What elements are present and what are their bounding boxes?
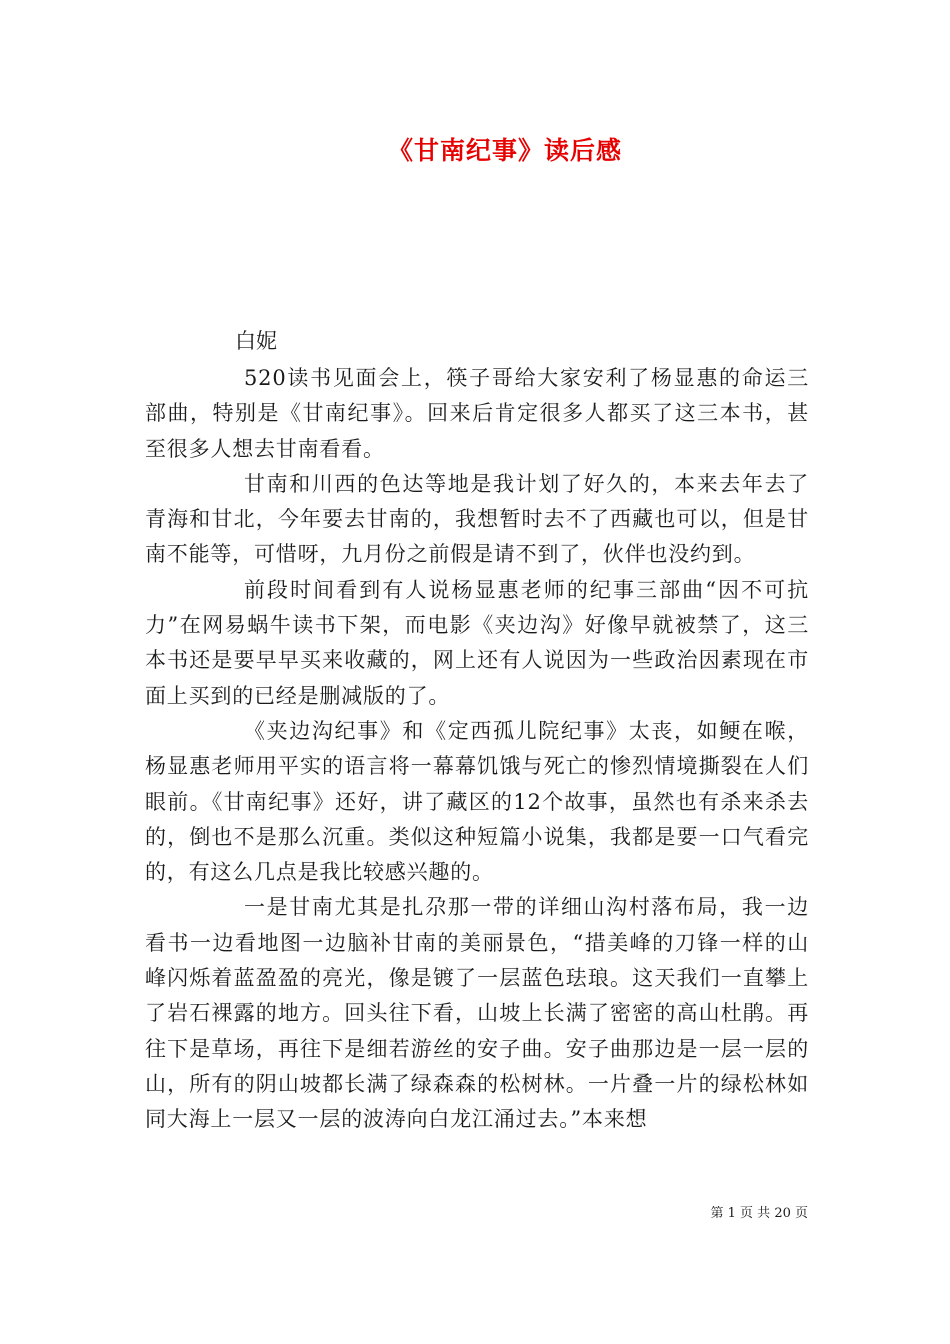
paragraph: 甘南和川西的色达等地是我计划了好久的，本来去年去了青海和甘北，今年要去甘南的，我想暂时去不了西藏也可以，但是甘南不能等，可惜呀，九月份之前假是请不到了，伙伴也没约到。 [145, 471, 809, 567]
paragraph: 《夹边沟纪事》和《定西孤儿院纪事》太丧，如鲠在喉，杨显惠老师用平实的语言将一幕幕饥饿与死亡的惨烈情境撕裂在人们眼前。《甘南纪事》还好，讲了藏区的12个故事，虽然也有杀来杀去的，倒也不是那么沉重。类似这种短篇小说集，我都是要一口气看完的，有这么几点是我比较感兴趣的。 [145, 718, 809, 885]
paragraph: 前段时间看到有人说杨显惠老师的纪事三部曲“因不可抗力”在网易蜗牛读书下架，而电影《夹边沟》好像早就被禁了，这三本书还是要早早买来收藏的，网上还有人说因为一些政治因素现在市面上买到的已经是删减版的了。 [145, 577, 809, 708]
document-title: 《甘南纪事》读后感 [387, 136, 622, 165]
article-body [145, 361, 809, 1138]
author-name: 白妮 [235, 329, 277, 353]
paragraph: 520读书见面会上，筷子哥给大家安利了杨显惠的命运三部曲，特别是《甘南纪事》。回来后肯定很多人都买了这三本书，甚至很多人想去甘南看看。 [145, 366, 809, 461]
paragraph: 一是甘南尤其是扎尕那一带的详细山沟村落布局，我一边看书一边看地图一边脑补甘南的美丽景色，“措美峰的刀锋一样的山峰闪烁着蓝盈盈的亮光，像是镀了一层蓝色珐琅。这天我们一直攀上了岩石裸露的地方。回头往下看，山坡上长满了密密的高山杜鹃。再往下是草场，再往下是细若游丝的安子曲。安子曲那边是一层一层的山，所有的阴山坡都长满了绿森森的松树林。一片叠一片的绿松林如同大海上一层又一层的波涛向白龙江涌过去。”本来想 [145, 895, 809, 1132]
page-number-footer: 第 1 页 共 20 页 [710, 1206, 808, 1221]
